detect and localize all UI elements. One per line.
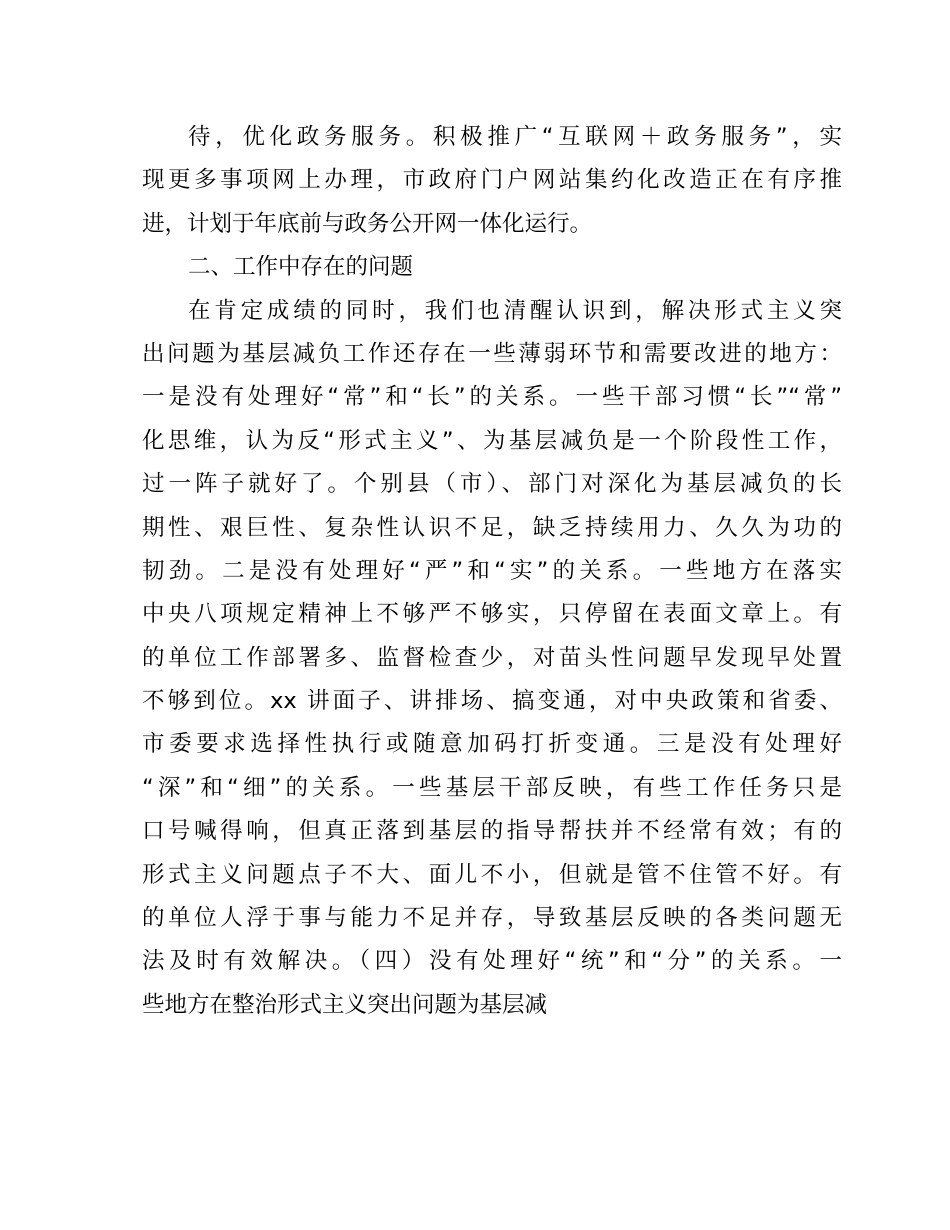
text-line: 法及时有效解决。（四）没有处理好“统”和“分”的关系。一	[142, 948, 842, 975]
text-line: 市委要求选择性执行或随意加码打折变通。三是没有处理好	[142, 731, 842, 758]
paragraph-problems	[142, 290, 842, 1028]
heading-text: 二、工作中存在的问题	[188, 254, 414, 281]
section-heading	[142, 246, 842, 289]
text-line: 在肯定成绩的同时，我们也清醒认识到，解决形式主义突	[188, 297, 842, 324]
text-line: 不够到位。xx 讲面子、讲排场、搞变通，对中央政策和省委、	[142, 688, 842, 715]
text-line: 的单位人浮于事与能力不足并存，导致基层反映的各类问题无	[142, 905, 842, 932]
paragraph-continuation	[142, 116, 842, 246]
text-line: 过一阵子就好了。个别县（市）、部门对深化为基层减负的长	[142, 471, 842, 498]
document-body	[142, 116, 842, 1027]
text-line: 形式主义问题点子不大、面儿不小，但就是管不住管不好。有	[142, 861, 842, 888]
text-line: 一是没有处理好“常”和“长”的关系。一些干部习惯“长”“常”	[142, 384, 842, 411]
text-line: 现更多事项网上办理，市政府门户网站集约化改造正在有序推	[142, 167, 842, 194]
text-line: 出问题为基层减负工作还存在一些薄弱环节和需要改进的地方：	[142, 340, 842, 367]
text-line: 期性、艰巨性、复杂性认识不足，缺乏持续用力、久久为功的	[142, 514, 842, 541]
text-line: “深”和“细”的关系。一些基层干部反映，有些工作任务只是	[142, 774, 842, 801]
text-line: 口号喊得响，但真正落到基层的指导帮扶并不经常有效；有的	[142, 818, 842, 845]
text-line: 些地方在整治形式主义突出问题为基层减	[142, 991, 548, 1018]
text-line: 进，计划于年底前与政务公开网一体化运行。	[142, 210, 593, 237]
text-line: 中央八项规定精神上不够严不够实，只停留在表面文章上。有	[142, 601, 842, 628]
text-line: 待，优化政务服务。积极推广“互联网＋政务服务”，实	[188, 124, 842, 150]
text-line: 韧劲。二是没有处理好“严”和“实”的关系。一些地方在落实	[142, 557, 842, 584]
text-line: 化思维，认为反“形式主义”、为基层减负是一个阶段性工作，	[142, 427, 842, 454]
text-line: 的单位工作部署多、监督检查少，对苗头性问题早发现早处置	[142, 644, 842, 671]
